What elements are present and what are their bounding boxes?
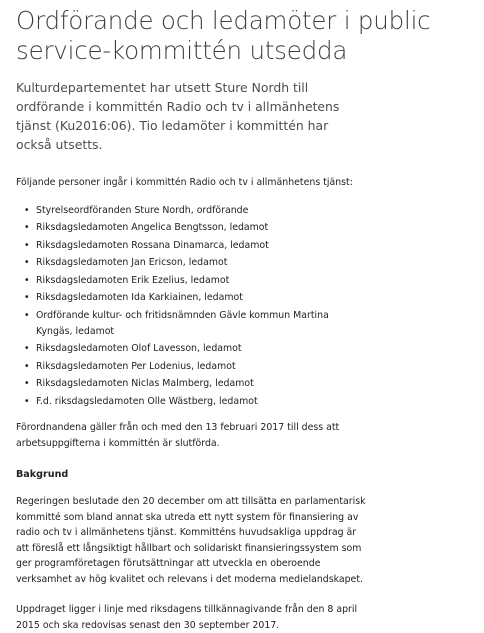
list-item: • Styrelseordföranden Sture Nordh, ordförande bbox=[36, 203, 356, 219]
list-item: • Riksdagsledamoten Jan Ericson, ledamot bbox=[36, 255, 356, 271]
page-title: Ordförande och ledamöter i public service-kommittén utsedda bbox=[16, 6, 431, 65]
list-item: • Riksdagsledamoten Rossana Dinamarca, ledamot bbox=[36, 238, 356, 254]
list-item: • Riksdagsledamoten Niclas Malmberg, ledamot bbox=[36, 376, 356, 392]
lead-paragraph: Kulturdepartementet har utsett Sture Nordh till ordförande i kommittén Radio och tv i allmänhetens tjänst (Ku2016:06). Tio ledamöter i kommittén har också utsetts. bbox=[16, 80, 340, 152]
article bbox=[16, 6, 478, 633]
members-list bbox=[16, 203, 356, 410]
background-paragraph: Uppdraget ligger i linje med riksdagens tillkännagivande från den 8 april 2015 och ska redovisas senast den 30 september 2017. bbox=[16, 604, 358, 631]
members-intro: Följande personer ingår i kommittén Radio och tv i allmänhetens tjänst: bbox=[16, 177, 353, 188]
background-paragraph: Regeringen beslutade den 20 december om att tillsätta en parlamentarisk kommitté som bland annat ska utreda ett nytt system för finansiering av radio och tv i allmänhetens tjänst. Kommitténs huvudsakliga uppdrag är att föreslå ett långsiktigt hållbart och solidariskt finansieringssystem som ger programföretagen förutsättningar att utveckla en oberoende verksamhet av hög kvalitet och relevans i det moderna medielandskapet. bbox=[16, 496, 366, 585]
list-item: • Riksdagsledamoten Angelica Bengtsson, ledamot bbox=[36, 220, 356, 236]
list-item: • F.d. riksdagsledamoten Olle Wästberg, ledamot bbox=[36, 394, 356, 410]
list-item: • Riksdagsledamoten Erik Ezelius, ledamot bbox=[36, 273, 356, 289]
background-heading: Bakgrund bbox=[16, 469, 69, 481]
list-item: • Riksdagsledamoten Per Lodenius, ledamot bbox=[36, 359, 356, 375]
list-item: • Riksdagsledamoten Olof Lavesson, ledamot bbox=[36, 341, 356, 357]
terms-paragraph: Förordnandena gäller från och med den 13 februari 2017 till dess att arbetsuppgifterna i kommittén är slutförda. bbox=[16, 422, 340, 449]
list-item: • Riksdagsledamoten Ida Karkiainen, ledamot bbox=[36, 290, 356, 306]
list-item: • Ordförande kultur- och fritidsnämnden Gävle kommun Martina Kyngäs, ledamot bbox=[36, 308, 356, 339]
